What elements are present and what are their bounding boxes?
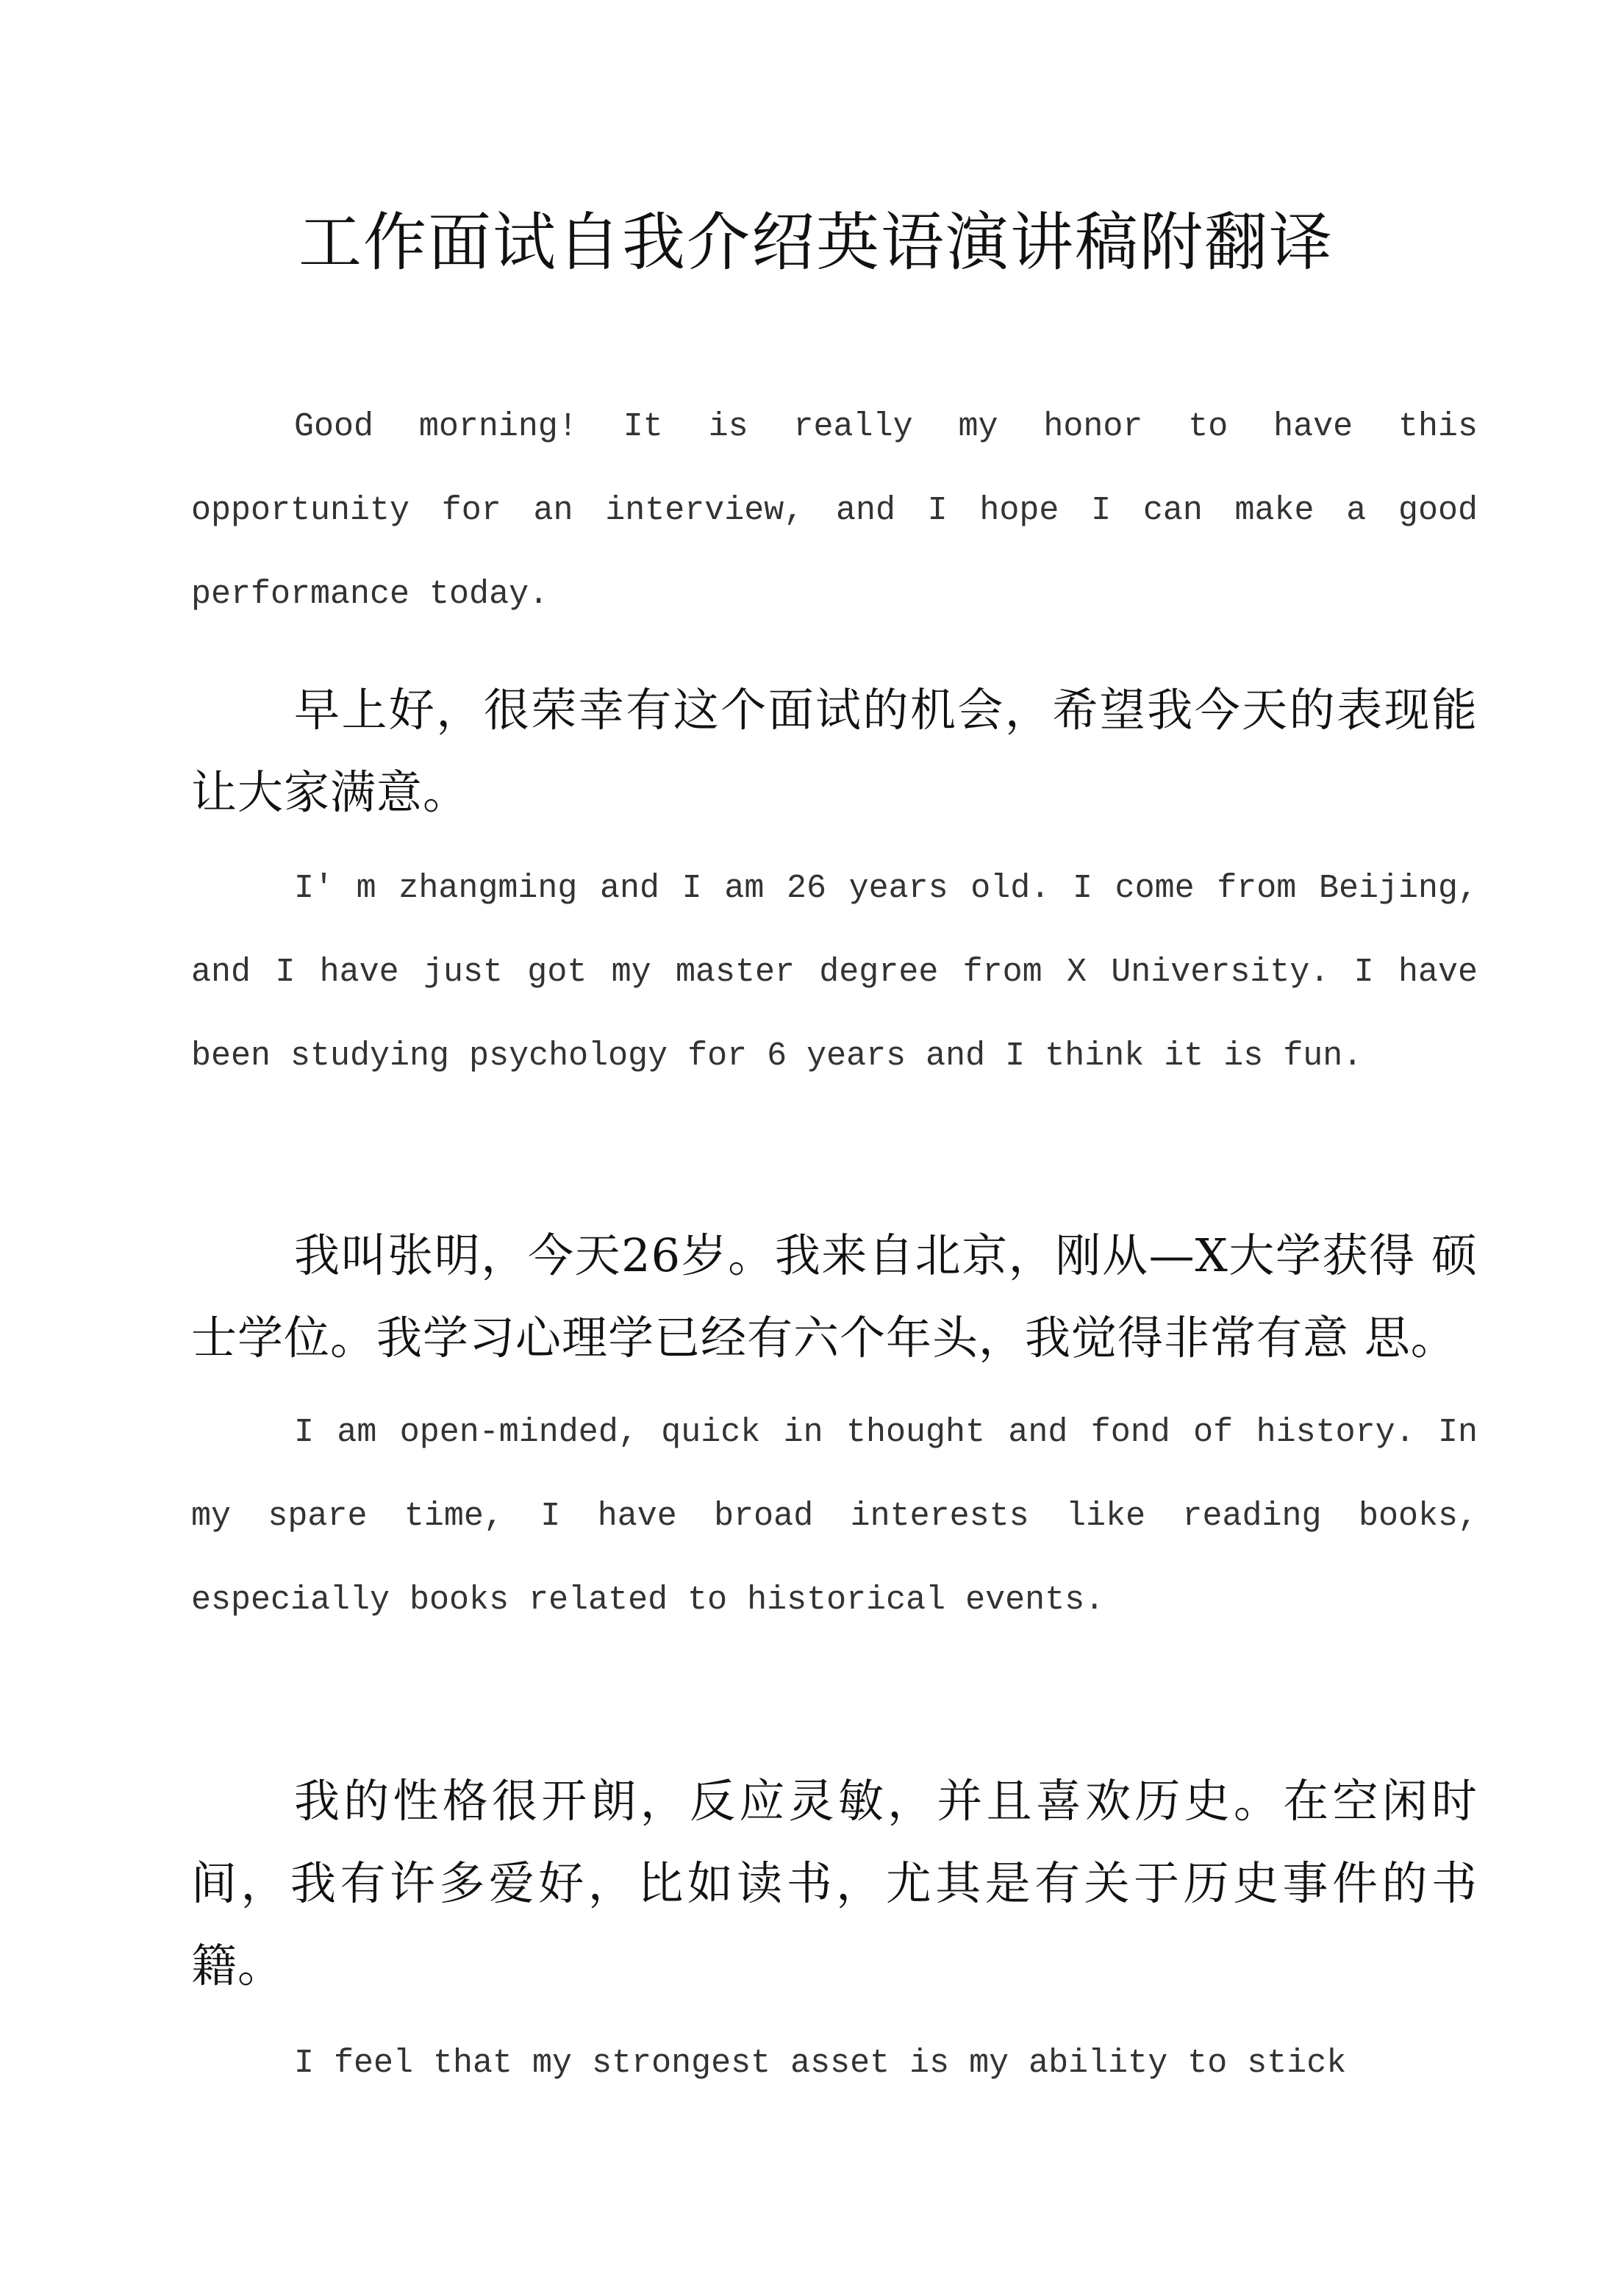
english-paragraph-personality: I am open-minded, quick in thought and fond of history. In my spare time, I have broad interests like reading books, especially books related to historical events. — [191, 1414, 1478, 1619]
document-title: 工作面试自我介绍英语演讲稿附翻译 — [298, 206, 1334, 279]
english-paragraph-background: I' m zhangming and I am 26 years old. I come from Beijing, and I have just got my master degree from X University. I have been studying psychology for 6 years and I think it is fun. — [191, 870, 1478, 1075]
chinese-paragraph-background: 我叫张明，今天26岁。我来自北京，刚从—X大学获得 硕士学位。我学习心理学已经有六个年头，我觉得非常有意 思。 — [191, 1229, 1478, 1365]
english-paragraph-greeting: Good morning! It is really my honor to have this opportunity for an interview, and I hope I can make a good performance today. — [191, 408, 1478, 613]
chinese-paragraph-personality: 我的性格很开朗，反应灵敏，并且喜欢历史。在空闲时间，我有许多爱好，比如读书，尤其是有关于历史事件的书籍。 — [191, 1774, 1478, 1992]
english-paragraph-strengths: I feel that my strongest asset is my ability to stick — [294, 2045, 1347, 2082]
chinese-paragraph-greeting: 早上好，很荣幸有这个面试的机会，希望我今天的表现能让大家满意。 — [191, 683, 1478, 819]
